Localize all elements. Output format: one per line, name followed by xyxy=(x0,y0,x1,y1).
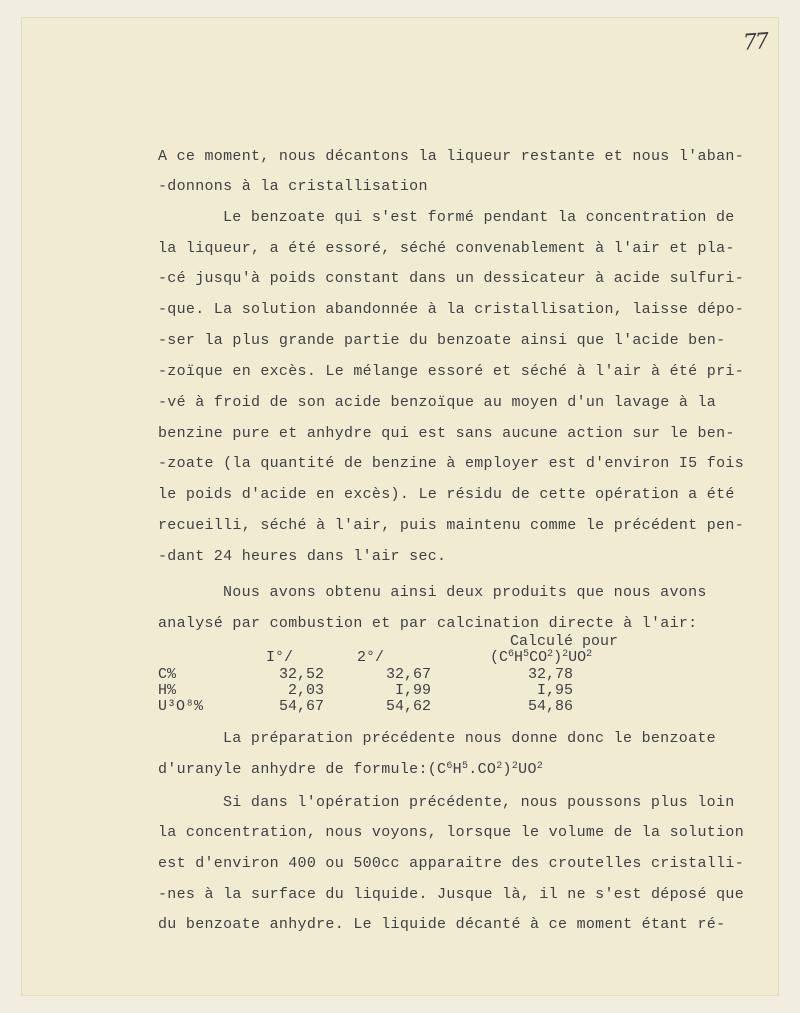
text-line: -zoïque en excès. Le mélange essoré et séché à l'air à été pri- xyxy=(158,363,744,380)
table-cell: 32,78 xyxy=(527,666,573,683)
text-line: -ser la plus grande partie du benzoate ainsi que l'acide ben- xyxy=(158,332,726,349)
text-line: -nes à la surface du liquide. Jusque là, il ne s'est déposé que xyxy=(158,886,744,903)
table-cell: I,99 xyxy=(394,682,431,699)
page-number: 77 xyxy=(742,29,768,56)
text-line: est d'environ 400 ou 500cc apparaitre des croutelles cristalli- xyxy=(158,855,744,872)
table-header-formula: $(C^6H^5CO^2)^2UO^2$ xyxy=(490,649,593,666)
table-cell: 54,62 xyxy=(385,698,431,715)
text-line: Le benzoate qui s'est formé pendant la concentration de xyxy=(223,209,735,226)
text-line: -zoate (la quantité de benzine à employer est d'environ I5 fois xyxy=(158,455,744,472)
text-line: -donnons à la cristallisation xyxy=(158,178,428,195)
text-line: A ce moment, nous décantons la liqueur restante et nous l'aban- xyxy=(158,148,744,165)
text-line: -vé à froid de son acide benzoïque au moyen d'un lavage à la xyxy=(158,394,717,411)
text-line: -cé jusqu'à poids constant dans un dessicateur à acide sulfuri- xyxy=(158,270,744,287)
text-line: benzine pure et anhydre qui est sans aucune action sur le ben- xyxy=(158,425,735,442)
text-line: -que. La solution abandonnée à la cristallisation, laisse dépo- xyxy=(158,301,744,318)
table-header-first: I°/ xyxy=(266,649,294,666)
table-cell: 32,52 xyxy=(278,666,324,683)
text-line: Nous avons obtenu ainsi deux produits que nous avons xyxy=(223,584,707,601)
table-cell: 54,86 xyxy=(527,698,573,715)
text-line: la concentration, nous voyons, lorsque le volume de la solution xyxy=(158,824,744,841)
text-line: recueilli, séché à l'air, puis maintenu comme le précédent pen- xyxy=(158,517,744,534)
text-line: du benzoate anhydre. Le liquide décanté à ce moment étant ré- xyxy=(158,916,726,933)
row-label: U³O⁸% xyxy=(158,698,204,715)
text-line: La préparation précédente nous donne donc le benzoate xyxy=(223,730,716,747)
table-cell: 2,03 xyxy=(287,682,324,699)
text-line: -dant 24 heures dans l'air sec. xyxy=(158,548,447,565)
row-label: H% xyxy=(158,682,177,699)
text-line: Si dans l'opération précédente, nous poussons plus loin xyxy=(223,794,735,811)
text-line: le poids d'acide en excès). Le résidu de cette opération a été xyxy=(158,486,735,503)
formula-line: d'uranyle anhydre de $formule:(C^6H^5.CO^2)^2UO^2$ xyxy=(158,761,544,778)
table-cell: 54,67 xyxy=(278,698,324,715)
text-line: analysé par combustion et par calcination directe à l'air: xyxy=(158,615,698,632)
table-cell: I,95 xyxy=(536,682,573,699)
row-label: C% xyxy=(158,666,177,683)
text-line: la liqueur, a été essoré, séché convenablement à l'air et pla- xyxy=(158,240,735,257)
table-header-second: 2°/ xyxy=(357,649,385,666)
table-cell: 32,67 xyxy=(385,666,431,683)
table-header-calculated: Calculé pour xyxy=(510,633,619,650)
